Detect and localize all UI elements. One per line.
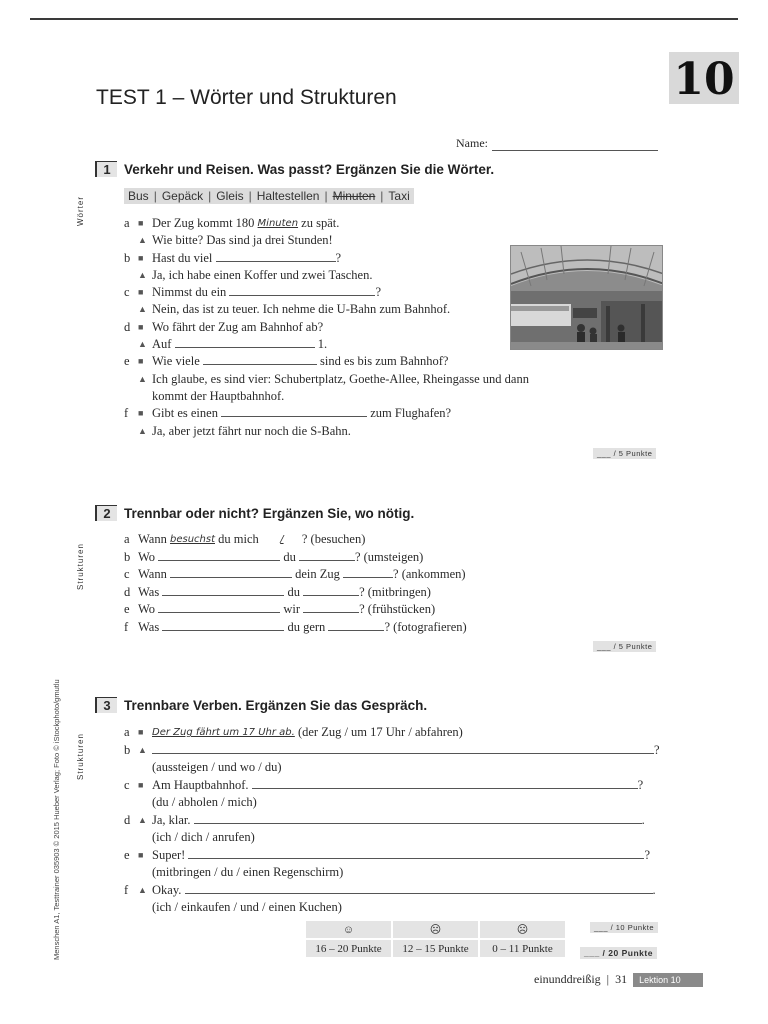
blank-1d[interactable] [175,336,315,348]
page-number-word: einunddreißig [534,972,601,986]
section-2-header [95,505,414,521]
section-3-header [95,697,427,713]
side-label-strukturen-2: Strukturen [76,733,85,780]
item-3b-hint: (aussteigen / und wo / du) [152,760,282,774]
smiley-happy-icon: ☺ [306,921,391,938]
blank-3f[interactable] [185,882,653,894]
item-3f: f ▲ Okay. . [124,882,656,897]
section-1-header [95,161,494,177]
blank-2c-2[interactable] [343,566,393,578]
scale-range-mid: 12 – 15 Punkte [393,940,478,957]
section-2-title: Trennbar oder nicht? Ergänzen Sie, wo nötig. [124,505,415,521]
smiley-neutral-icon: ☹︎ [393,921,478,938]
item-2c: c Wann dein Zug ? (ankommen) [124,567,466,582]
section-1-number: 1 [95,161,117,177]
word-haltestellen: Haltestellen [256,189,320,203]
section-3-title: Trennbare Verben. Ergänzen Sie das Gespräch. [124,697,428,713]
handwritten-answer: / [280,534,284,545]
item-1c-reply: ▲ Nein, das ist zu teuer. Ich nehme die U-Bahn zum Bahnhof. [138,302,451,317]
page-number: 31 [615,972,628,986]
top-rule [30,18,738,20]
blank-2e-1[interactable] [158,601,280,613]
blank-2f-2[interactable] [328,619,384,631]
item-1a-reply: ▲ Wie bitte? Das sind ja drei Stunden! [138,233,333,248]
section-1-title: Verkehr und Reisen. Was passt? Ergänzen Sie die Wörter. [124,161,495,177]
blank-2f-1[interactable] [162,619,284,631]
item-1e-question: e ■ Wie viele sind es bis zum Bahnhof? [124,354,449,369]
name-row [456,136,658,151]
lesson-number-box: 10 [669,52,739,104]
item-3c-hint: (du / abholen / mich) [152,795,257,809]
item-1d-question: d ■ Wo fährt der Zug am Bahnhof ab? [124,319,324,334]
item-3f-hint: (ich / einkaufen / und / einen Kuchen) [152,900,342,914]
blank-1e[interactable] [203,353,317,365]
grading-scale [306,921,565,957]
blank-3d[interactable] [194,812,642,824]
total-points: ___ / 20 Punkte [580,947,657,959]
section-2-items [124,531,467,637]
item-2e: e Wo wir ? (frühstücken) [124,602,436,617]
item-3e-hint: (mitbringen / du / einen Regenschirm) [152,865,344,879]
item-1e-reply-cont: kommt der Hauptbahnhof. [152,388,285,403]
copyright-note: Menschen A1, Testtrainer 035903 © 2015 Hueber Verlag; Foto © iStockphoto/gmutlu [52,679,61,960]
item-3d-hint: (ich / dich / anrufen) [152,830,255,844]
side-label-strukturen-1: Strukturen [76,543,85,590]
section-2-number: 2 [95,505,117,521]
item-2a: a Wann besuchst du mich / ? (besuchen) [124,531,467,549]
blank-1f[interactable] [221,405,367,417]
item-1c-question: c ■ Nimmst du ein ? [124,285,381,300]
blank-1c[interactable] [229,284,375,296]
blank-1b[interactable] [216,250,336,262]
handwritten-answer: Der Zug fährt um 17 Uhr ab. [152,727,295,738]
train-station-photo [510,245,663,350]
page-footer: einunddreißig | 31 Lektion 10 [534,972,703,987]
blank-2c-1[interactable] [170,566,292,578]
word-gepaeck: Gepäck [161,189,204,203]
scale-range-high: 16 – 20 Punkte [306,940,391,957]
scale-range-low: 0 – 11 Punkte [480,940,565,957]
item-3c: c ■ Am Hauptbahnhof. ? [124,777,644,792]
section-1-points: ___ / 5 Punkte [593,448,656,459]
blank-2d-2[interactable] [303,584,359,596]
item-1d-reply: ▲ Auf 1. [138,337,328,352]
item-1f-question: f ■ Gibt es einen zum Flughafen? [124,406,452,421]
word-bus: Bus [128,189,149,203]
lektion-tag: Lektion 10 [633,973,703,987]
word-taxi: Taxi [388,189,410,203]
name-field[interactable] [492,140,658,151]
handwritten-answer: Minuten [257,218,299,229]
item-1a-question: a ■ Der Zug kommt 180 Minuten zu spät. [124,215,529,232]
blank-2b-2[interactable] [299,549,355,561]
item-1b-question: b ■ Hast du viel ? [124,250,342,265]
word-minuten: Minuten [332,189,376,203]
page-title: TEST 1 – Wörter und Strukturen [96,86,397,109]
item-3e: e ■ Super! ? [124,847,651,862]
item-1f-reply: ▲ Ja, aber jetzt fährt nur noch die S-Bahn. [138,423,351,438]
section-1-items [124,215,529,440]
blank-3b[interactable] [152,742,654,754]
name-label: Name: [456,136,488,150]
handwritten-answer: besuchst [169,534,215,545]
item-3b: b ▲ ? [124,742,660,757]
item-3d: d ▲ Ja, klar. . [124,812,645,827]
section-2-points: ___ / 5 Punkte [593,641,656,652]
item-2b: b Wo du ? (umsteigen) [124,549,424,564]
section-3-points: ___ / 10 Punkte [590,922,658,933]
smiley-sad-icon: ☹ [480,921,565,938]
side-label-woerter: Wörter [76,196,85,226]
item-2d: d Was du ? (mitbringen) [124,584,431,599]
section-3-number: 3 [95,697,117,713]
blank-2e-2[interactable] [303,601,359,613]
section-3-items [124,724,660,917]
word-box: Bus | Gepäck | Gleis | Haltestellen | Minuten | Taxi [124,188,414,204]
blank-3e[interactable] [188,847,644,859]
item-2f: f Was du gern ? (fotografieren) [124,619,467,634]
blank-2d-1[interactable] [162,584,284,596]
blank-2b-1[interactable] [158,549,280,561]
item-1b-reply: ▲ Ja, ich habe einen Koffer und zwei Taschen. [138,267,373,282]
blank-3c[interactable] [252,777,638,789]
word-gleis: Gleis [216,189,244,203]
item-1e-reply: ▲ Ich glaube, es sind vier: Schubertplatz, Goethe-Allee, Rheingasse und dann [138,371,529,386]
item-3a: a ■ Der Zug fährt um 17 Uhr ab. (der Zug / um 17 Uhr / abfahren) [124,724,660,742]
